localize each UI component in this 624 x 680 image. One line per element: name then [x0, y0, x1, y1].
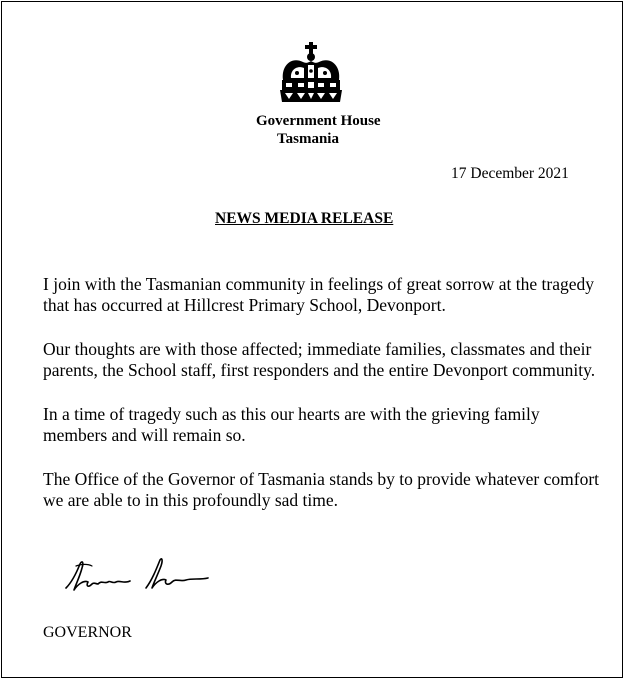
- release-heading: NEWS MEDIA RELEASE: [215, 210, 394, 227]
- release-body: [43, 274, 603, 534]
- release-date: 17 December 2021: [451, 165, 569, 182]
- letter-page: [1, 1, 623, 678]
- paragraph: In a time of tragedy such as this our hearts are with the grieving family members and will remain so.: [43, 404, 540, 445]
- state-name: Tasmania: [277, 131, 339, 147]
- organisation-name: Government House: [256, 113, 381, 129]
- crown-icon: [277, 42, 345, 104]
- handwritten-signature: [62, 554, 212, 598]
- paragraph: Our thoughts are with those affected; immediate families, classmates and their parents, the School staff, first responders and the entire Devonport community.: [43, 339, 596, 380]
- signatory-title: GOVERNOR: [43, 624, 132, 641]
- paragraph: I join with the Tasmanian community in feelings of great sorrow at the tragedy that has occurred at Hillcrest Primary School, Devonport.: [43, 274, 595, 315]
- paragraph: The Office of the Governor of Tasmania stands by to provide whatever comfort we are able to in this profoundly sad time.: [43, 469, 600, 510]
